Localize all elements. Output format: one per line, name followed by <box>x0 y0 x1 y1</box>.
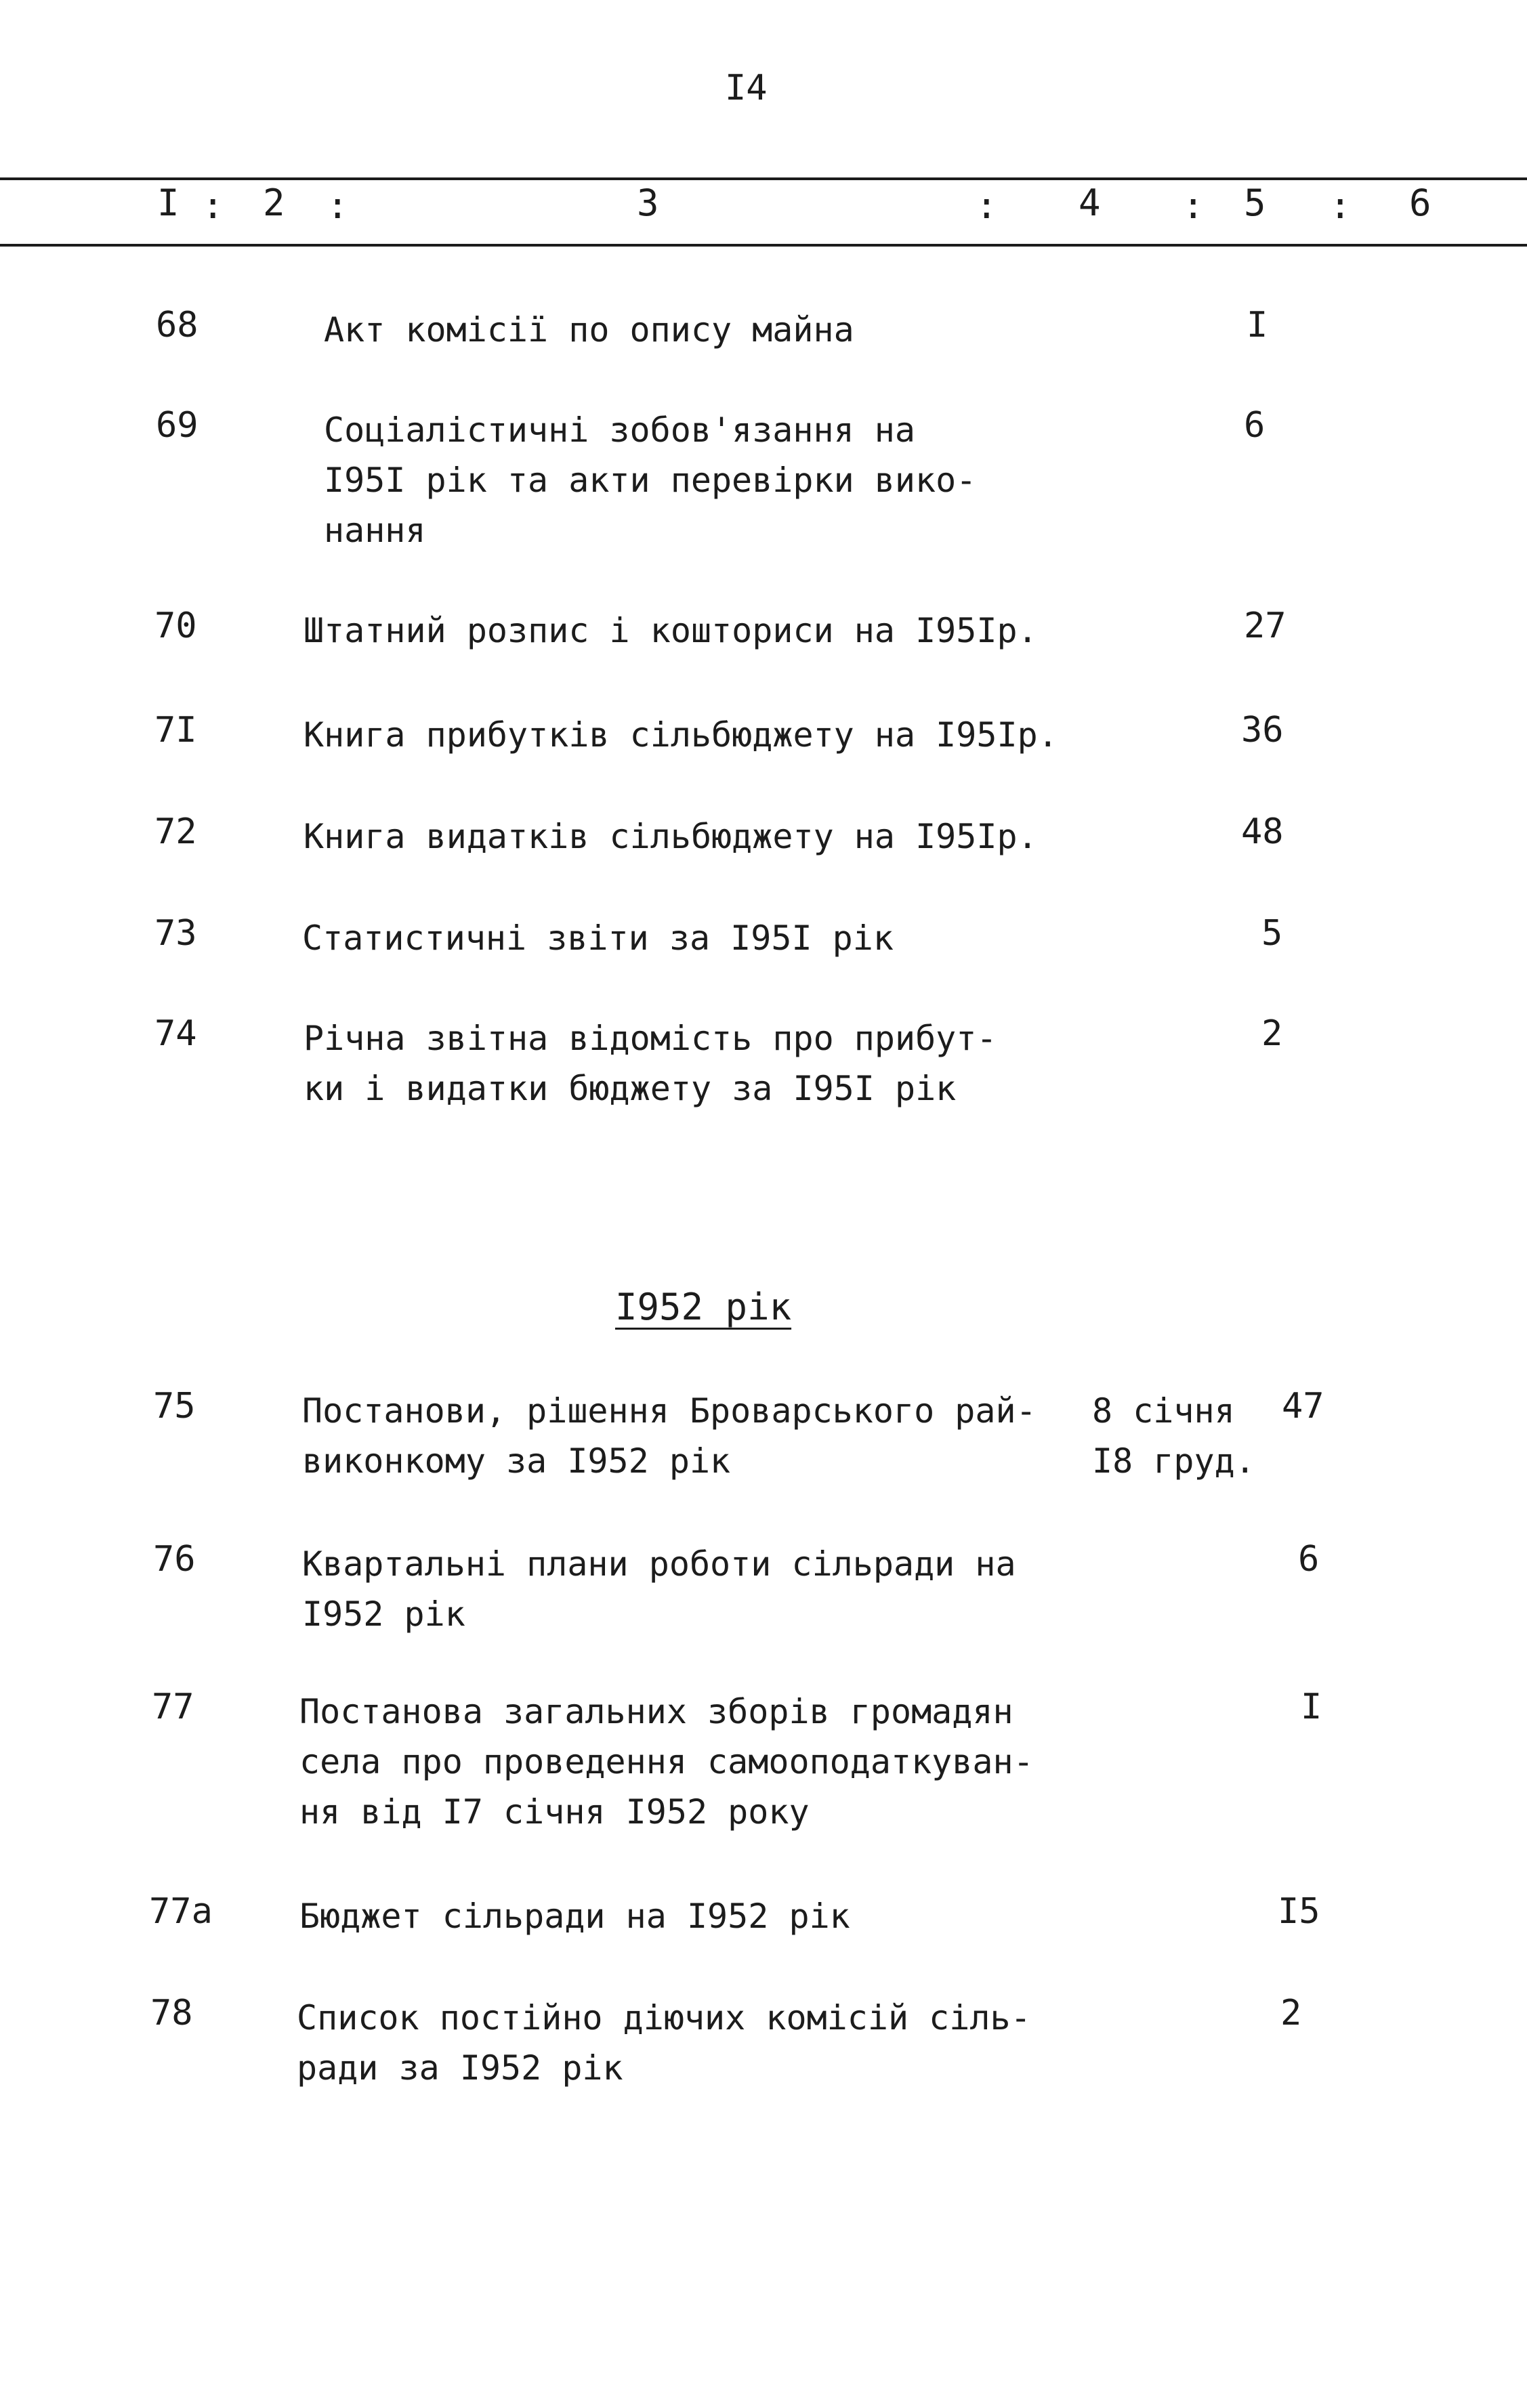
section-heading: I952 рік <box>615 1286 792 1328</box>
row-number: 74 <box>154 1013 197 1054</box>
column-header-2: 2 <box>263 182 285 224</box>
column-separator: : <box>1182 184 1205 227</box>
row-description: Книга прибутків сільбюджету на I95Iр. <box>304 715 1058 755</box>
row-count: 48 <box>1241 811 1284 852</box>
row-description: Список постійно діючих комісій сіль- ради за I952 рік <box>297 1998 1031 2088</box>
row-count: I <box>1301 1687 1322 1727</box>
row-number: 72 <box>154 811 197 852</box>
row-count: 27 <box>1244 606 1287 646</box>
row-count: I <box>1247 305 1268 345</box>
row-number: 76 <box>153 1539 196 1580</box>
row-number: 7I <box>154 710 197 751</box>
column-separator: : <box>1329 184 1352 227</box>
row-count: I5 <box>1278 1891 1320 1932</box>
header-bottom-rule <box>0 244 1527 247</box>
row-description: Постанови, рішення Броварського рай- виконкому за I952 рік <box>302 1391 1037 1481</box>
row-count: 6 <box>1244 405 1265 446</box>
row-dates: 8 січня I8 груд. <box>1092 1391 1255 1481</box>
row-description: Річна звітна відомість про прибут- ки і видатки бюджету за I95I рік <box>304 1019 997 1108</box>
row-number: 78 <box>150 1993 193 2033</box>
page-number: I4 <box>725 68 768 108</box>
column-header-1: I <box>157 182 180 224</box>
row-description: Соціалістичні зобов'язання на I95I рік та акти перевірки вико- нання <box>324 410 977 550</box>
header-top-rule <box>0 177 1527 180</box>
row-number: 77а <box>149 1891 213 1932</box>
row-description: Бюджет сільради на I952 рік <box>299 1897 850 1936</box>
column-separator: : <box>327 184 349 227</box>
row-description: Книга видатків сільбюджету на I95Iр. <box>304 817 1038 856</box>
row-count: 6 <box>1298 1539 1320 1580</box>
row-count: 47 <box>1282 1386 1324 1427</box>
row-number: 77 <box>152 1687 194 1727</box>
row-number: 68 <box>156 305 198 345</box>
row-description: Статистичні звіти за I95I рік <box>302 918 894 958</box>
column-header-5: 5 <box>1244 182 1266 224</box>
row-number: 75 <box>153 1386 196 1427</box>
column-separator: : <box>202 184 224 227</box>
row-number: 70 <box>154 606 197 646</box>
column-header-4: 4 <box>1079 182 1101 224</box>
row-description: Квартальні плани роботи сільради на I952 рік <box>302 1544 1016 1634</box>
row-description: Постанова загальних зборів громадян села про проведення самооподаткуван- ня від I7 січня I952 року <box>299 1692 1034 1832</box>
column-separator: : <box>976 184 998 227</box>
row-count: 5 <box>1261 913 1283 954</box>
column-header-6: 6 <box>1409 182 1431 224</box>
row-number: 69 <box>156 405 198 446</box>
row-count: 36 <box>1241 710 1284 751</box>
row-description: Акт комісії по опису майна <box>324 310 854 350</box>
row-description: Штатний розпис і кошториси на I95Iр. <box>304 611 1038 650</box>
row-count: 2 <box>1261 1013 1283 1054</box>
row-number: 73 <box>154 913 197 954</box>
column-header-3: 3 <box>637 182 659 224</box>
row-count: 2 <box>1280 1993 1302 2033</box>
